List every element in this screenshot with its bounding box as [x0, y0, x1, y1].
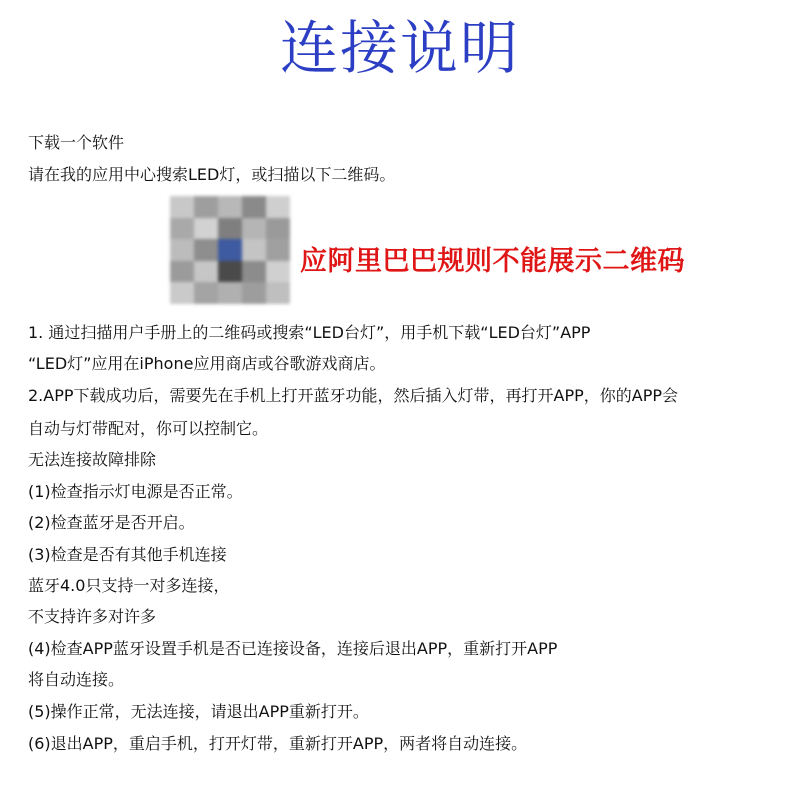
- step-line: (6)退出APP，重启手机，打开灯带，重新打开APP，两者将自动连接。: [28, 734, 528, 753]
- page-title: 连接说明: [279, 14, 520, 82]
- step-line: 自动与灯带配对，你可以控制它。: [28, 419, 269, 438]
- intro-line-2: 请在我的应用中心搜索LED灯，或扫描以下二维码。: [28, 165, 396, 184]
- step-line: (1)检查指示灯电源是否正常。: [28, 482, 243, 501]
- step-line: (5)操作正常，无法连接，请退出APP重新打开。: [28, 702, 369, 721]
- step-line: 1. 通过扫描用户手册上的二维码或搜索“LED台灯”，用手机下载“LED台灯”APP: [28, 323, 591, 342]
- step-line: 不支持许多对许多: [28, 607, 157, 626]
- qr-code-placeholder: [170, 196, 290, 304]
- step-line: 2.APP下载成功后，需要先在手机上打开蓝牙功能，然后插入灯带，再打开APP，你的APP会: [28, 386, 678, 405]
- step-line: “LED灯”应用在iPhone应用商店或谷歌游戏商店。: [28, 354, 386, 373]
- step-line: 将自动连接。: [28, 670, 125, 689]
- intro-line-1: 下载一个软件: [28, 133, 125, 152]
- troubleshoot-heading: 无法连接故障排除: [28, 450, 157, 469]
- step-line: 蓝牙4.0只支持一对多连接，: [28, 576, 230, 595]
- step-line: (4)检查APP蓝牙设置手机是否已连接设备，连接后退出APP，重新打开APP: [28, 639, 558, 658]
- step-line: (2)检查蓝牙是否开启。: [28, 513, 195, 532]
- qr-notice: 应阿里巴巴规则不能展示二维码: [300, 246, 685, 277]
- step-line: (3)检查是否有其他手机连接: [28, 545, 227, 564]
